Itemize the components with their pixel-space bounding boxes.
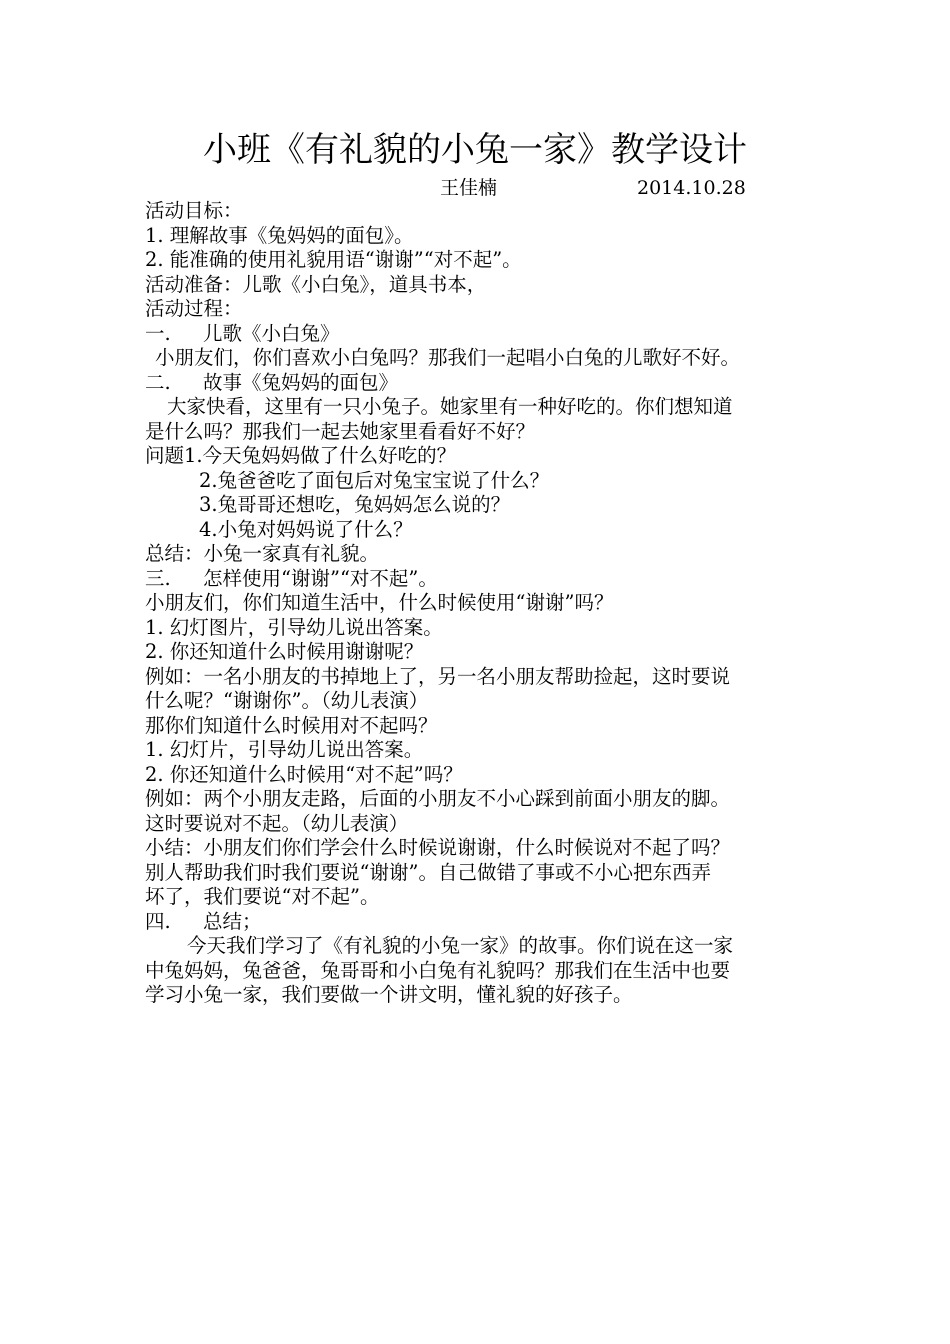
part-number-3: 三. [145, 566, 171, 590]
goal-item-2: 2. 能准确的使用礼貌用语“谢谢”“对不起”。 [145, 248, 522, 271]
preparation-line: 活动准备：儿歌《小白兔》，道具书本， [145, 272, 487, 296]
part-title-4: 总结； [203, 909, 262, 933]
paragraph-line: 例如：两个小朋友走路，后面的小朋友不小心踩到前面小朋友的脚。 [145, 787, 731, 810]
question-item-1: 问题1.今天兔妈妈做了什么好吃的？ [145, 444, 457, 467]
goal-item-1: 1. 理解故事《兔妈妈的面包》。 [145, 223, 414, 247]
question-item-4: 4.小兔对妈妈说了什么？ [199, 517, 413, 541]
paragraph-line: 小结：小朋友们你们学会什么时候说谢谢，什么时候说对不起了吗？ [145, 836, 731, 859]
part-number-1: 一. [145, 321, 171, 345]
part-heading-1 [145, 322, 825, 347]
paragraph-line: 别人帮助我们时我们要说“谢谢”。自己做错了事或不小心把东西弄 [145, 860, 711, 884]
paragraph-line: 什么呢？“谢谢你”。（幼儿表演） [145, 689, 429, 712]
part-title-2: 故事《兔妈妈的面包》 [203, 370, 399, 394]
question-item-3: 3.兔哥哥还想吃，兔妈妈怎么说的？ [199, 493, 511, 516]
document-title: 小班《有礼貌的小兔一家》教学设计 [203, 130, 747, 170]
paragraph-line: 例如：一名小朋友的书掉地上了，另一名小朋友帮助捡起，这时要说 [145, 664, 731, 688]
part-number-4: 四. [145, 909, 171, 933]
paragraph-line: 大家快看，这里有一只小兔子。她家里有一种好吃的。你们想知道 [167, 395, 733, 418]
paragraph-line: 学习小兔一家，我们要做一个讲文明，懂礼貌的好孩子。 [145, 983, 633, 1006]
paragraph-line: 那你们知道什么时候用对不起吗？ [145, 713, 438, 737]
list-item: 1. 幻灯图片，引导幼儿说出答案。 [145, 615, 443, 639]
list-item: 1. 幻灯片，引导幼儿说出答案。 [145, 738, 424, 761]
paragraph-line: 是什么吗？那我们一起去她家里看看好不好？ [145, 419, 536, 443]
paragraph-line: 中兔妈妈，兔爸爸，兔哥哥和小白兔有礼貌吗？那我们在生活中也要 [145, 958, 731, 982]
part-title-1: 儿歌《小白兔》 [203, 321, 340, 345]
part-heading-4 [145, 910, 825, 935]
section-heading-process: 活动过程： [145, 297, 243, 320]
list-item: 2. 你还知道什么时候用谢谢呢？ [145, 640, 424, 663]
part-heading-3 [145, 567, 825, 592]
paragraph-line: 今天我们学习了《有礼貌的小兔一家》的故事。你们说在这一家 [187, 934, 734, 957]
part-number-2: 二. [145, 370, 171, 394]
summary-line: 总结：小兔一家真有礼貌。 [145, 542, 380, 565]
part-heading-2 [145, 371, 825, 396]
question-item-2: 2.兔爸爸吃了面包后对兔宝宝说了什么？ [199, 468, 550, 492]
paragraph-line: 坏了，我们要说“对不起”。 [145, 885, 380, 908]
paragraph-line: 这时要说对不起。（幼儿表演） [145, 811, 409, 835]
part-title-3: 怎样使用“谢谢”“对不起”。 [203, 566, 438, 590]
author-name: 王佳楠 [440, 177, 498, 199]
section-heading-goals: 活动目标： [145, 199, 243, 222]
document-body [145, 199, 825, 1008]
paragraph-line: 小朋友们，你们喜欢小白兔吗？那我们一起唱小白兔的儿歌好不好。 [155, 346, 741, 369]
list-item: 2. 你还知道什么时候用“对不起”吗？ [145, 762, 463, 786]
paragraph-line: 小朋友们，你们知道生活中，什么时候使用“谢谢”吗？ [145, 591, 614, 614]
document-date: 2014.10.28 [637, 177, 746, 199]
